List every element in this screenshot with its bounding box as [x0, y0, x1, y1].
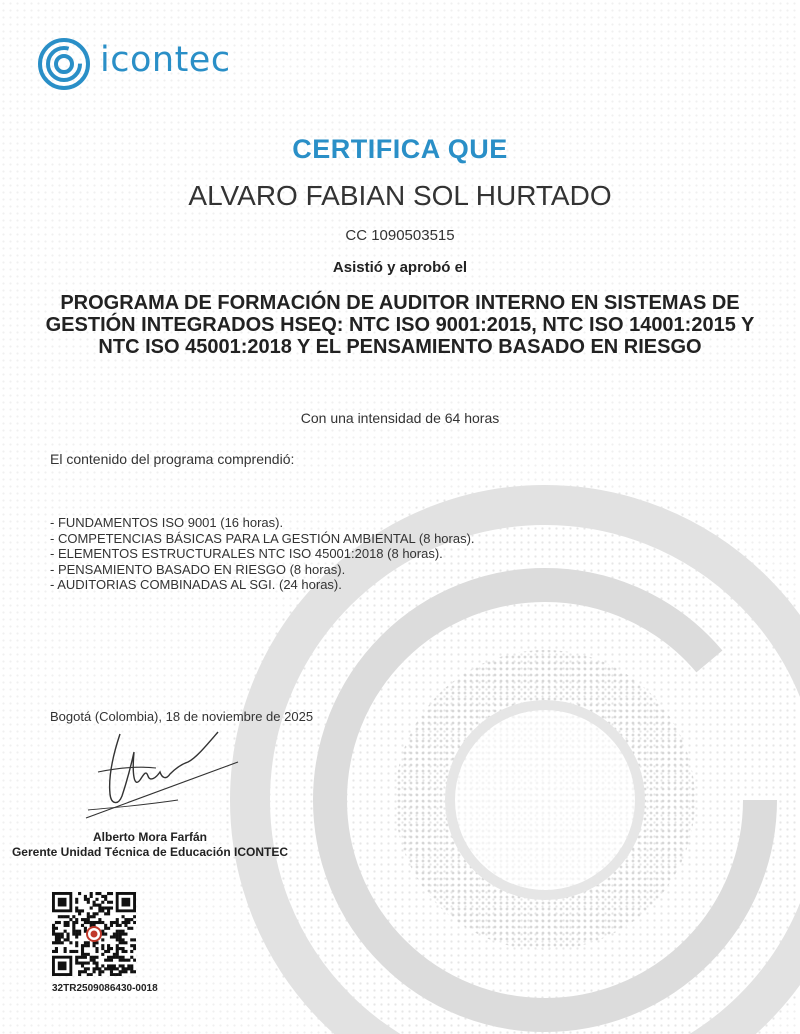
concentric-circles-icon [36, 36, 92, 92]
verification-code: 32TR2509086430-0018 [52, 983, 158, 994]
attended-text: Asistió y aprobó el [332, 259, 468, 276]
qr-code-icon[interactable] [52, 892, 136, 976]
intensity-text: Con una intensidad de 64 horas [300, 410, 500, 426]
signer-name: Alberto Mora Farfán [92, 830, 207, 844]
module-list [50, 515, 475, 593]
logo-wordmark: icontec [100, 40, 231, 80]
signer-title: Gerente Unidad Técnica de Educación ICONTEC [11, 845, 289, 859]
list-item: - COMPETENCIAS BÁSICAS PARA LA GESTIÓN AMBIENTAL (8 horas). [50, 530, 475, 546]
program-title: PROGRAMA DE FORMACIÓN DE AUDITOR INTERNO EN SISTEMAS DE GESTIÓN INTEGRADOS HSEQ: NTC ISO 9001:2015, NTC ISO 14001:2015 Y NTC ISO 45001:2018 Y EL PENSAMIENTO BASADO EN RIESGO [45, 292, 755, 358]
recipient-document-id: CC 1090503515 [345, 227, 455, 244]
list-item: - PENSAMIENTO BASADO EN RIESGO (8 horas). [50, 561, 346, 577]
list-item: - FUNDAMENTOS ISO 9001 (16 horas). [50, 515, 284, 530]
list-item: - AUDITORIAS COMBINADAS AL SGI. (24 horas). [50, 577, 342, 592]
recipient-name: ALVARO FABIAN SOL HURTADO [188, 180, 612, 211]
city-date: Bogotá (Colombia), 18 de noviembre de 2025 [50, 709, 314, 724]
signature-image [78, 722, 248, 832]
content-label: El contenido del programa comprendió: [50, 451, 295, 467]
icontec-logo [36, 36, 236, 96]
certificate-heading: CERTIFICA QUE [292, 134, 508, 164]
list-item: - ELEMENTOS ESTRUCTURALES NTC ISO 45001:2018 (8 horas). [50, 546, 443, 561]
